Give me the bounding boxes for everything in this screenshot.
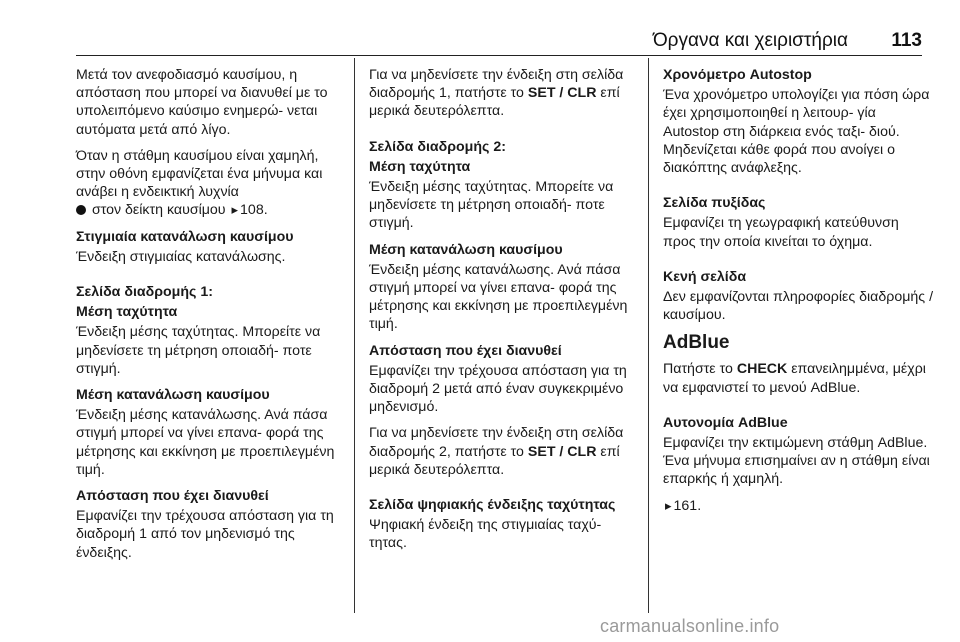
button-name: CHECK [736,361,788,378]
paragraph: Ένδειξη στιγμιαίας κατανάλωσης. [76,248,286,265]
column-1 [76,66,348,570]
page-reference-icon: ▸ [231,202,239,218]
section-heading: Σελίδα ψηφιακής ένδειξης ταχύτητας [369,497,616,514]
paragraph: Ένδειξη μέσης ταχύτητας. Μπορείτε να μηδενίσετε τη μέτρηση οποιαδή- ποτε στιγμή. [369,179,614,232]
page-reference-icon: ▸ [665,497,672,513]
fuel-warning-dot-icon [76,205,86,215]
paragraph: Μετά τον ανεφοδιασμό καυσίμου, η απόσταση που μπορεί να διανυθεί με το υπολειπόμενο καύσιμο ενημερώ- νεται αυτόματα μετά από λίγο. [76,67,328,138]
paragraph: Εμφανίζει την εκτιμώμενη στάθμη AdBlue. Ένα μήνυμα επισημαίνει αν η στάθμη είναι επαρκής ή χαμηλή. [663,435,930,488]
paragraph-text: επί μερικά δευτερόλεπτα. [369,443,620,478]
section-heading: Μέση ταχύτητα [76,304,178,321]
section-title-adblue: AdBlue [663,332,730,354]
section-heading: Μέση κατανάλωση καυσίμου [369,241,563,258]
section-heading: Απόσταση που έχει διανυθεί [76,488,269,505]
section-heading: Απόσταση που έχει διανυθεί [369,342,562,359]
header-rule [76,55,922,56]
column-divider [354,58,355,613]
column-3 [663,66,935,523]
paragraph: Δεν εμφανίζονται πληροφορίες διαδρομής / καυσίμου. [663,289,934,324]
paragraph-text: Για να μηδενίσετε την ένδειξη στη σελίδα διαδρομής 1, πατήστε το [369,67,624,102]
paragraph: Ψηφιακή ένδειξη της στιγμιαίας ταχύ- τητας. [369,517,602,552]
section-heading: Στιγμιαία κατανάλωση καυσίμου [76,228,294,245]
paragraph: Εμφανίζει την τρέχουσα απόσταση για τη διαδρομή 2 μετά από έναν συγκεκριμένο μηδενισμό. [369,362,627,416]
section-heading: Χρονόμετρο Autostop [663,67,812,83]
section-heading: Αυτονομία AdBlue [663,414,788,431]
paragraph: Ένδειξη μέσης κατανάλωσης. Ανά πάσα στιγμή μπορεί να γίνει επανα- φορά της μέτρησης και εκκίνηση με προεπιλεγμένη τιμή. [76,407,335,478]
paragraph: Ένα χρονόμετρο υπολογίζει για πόση ώρα έχει χρησιμοποιηθεί η λειτουρ- γία Autostop στη διάρκεια ενός ταξι- διού. Μηδενίζεται κάθε φορά που ανοίγει ο διακόπτης ανάφλεξης. [663,87,930,177]
button-name: SET / CLR [527,85,597,102]
section-heading: Σελίδα διαδρομής 2: [369,138,506,155]
column-divider [648,58,649,613]
paragraph [76,147,348,220]
paragraph: Εμφανίζει τη γεωγραφική κατεύθυνση προς την οποία κινείται το όχημα. [663,215,899,250]
paragraph-text: στον δείκτη καυσίμου [91,202,226,219]
page-reference: 108. [240,202,268,219]
paragraph-text: επί μερικά δευτερόλεπτα. [369,85,620,120]
page-number: 113 [891,30,922,51]
paragraph [663,497,935,515]
paragraph: Εμφανίζει την τρέχουσα απόσταση για τη διαδρομή 1 από τον μηδενισμό της ένδειξης. [76,508,334,561]
paragraph-text: επανειλημμένα, μέχρι να εμφανιστεί το μενού AdBlue. [663,361,926,396]
paragraph [663,360,935,396]
paragraph [369,424,641,479]
button-name: SET / CLR [527,443,597,460]
page-reference: 161. [673,497,702,514]
section-heading: Μέση κατανάλωση καυσίμου [76,387,270,404]
column-2 [369,66,641,561]
paragraph-text: Πατήστε το [663,361,733,378]
watermark: carmanualsonline.info [600,616,780,636]
section-heading: Κενή σελίδα [663,268,747,285]
section-heading: Σελίδα διαδρομής 1: [76,284,213,301]
paragraph-text: Για να μηδενίσετε την ένδειξη στη σελίδα διαδρομής 2, πατήστε το [369,425,624,460]
section-heading: Μέση ταχύτητα [369,158,471,175]
page-header [0,0,960,60]
paragraph: Ένδειξη μέσης ταχύτητας. Μπορείτε να μηδενίσετε τη μέτρηση οποιαδή- ποτε στιγμή. [76,324,321,377]
paragraph [369,66,641,121]
paragraph: Ένδειξη μέσης κατανάλωσης. Ανά πάσα στιγμή μπορεί να γίνει επανα- φορά της μέτρησης και εκκίνηση με προεπιλεγμένη τιμή. [369,261,628,333]
paragraph-text: Όταν η στάθμη καυσίμου είναι χαμηλή, στην οθόνη εμφανίζεται ένα μήνυμα και ανάβει η ενδεικτική λυχνία [76,147,323,201]
chapter-title: Όργανα και χειριστήρια [652,30,848,51]
section-heading: Σελίδα πυξίδας [663,195,766,212]
